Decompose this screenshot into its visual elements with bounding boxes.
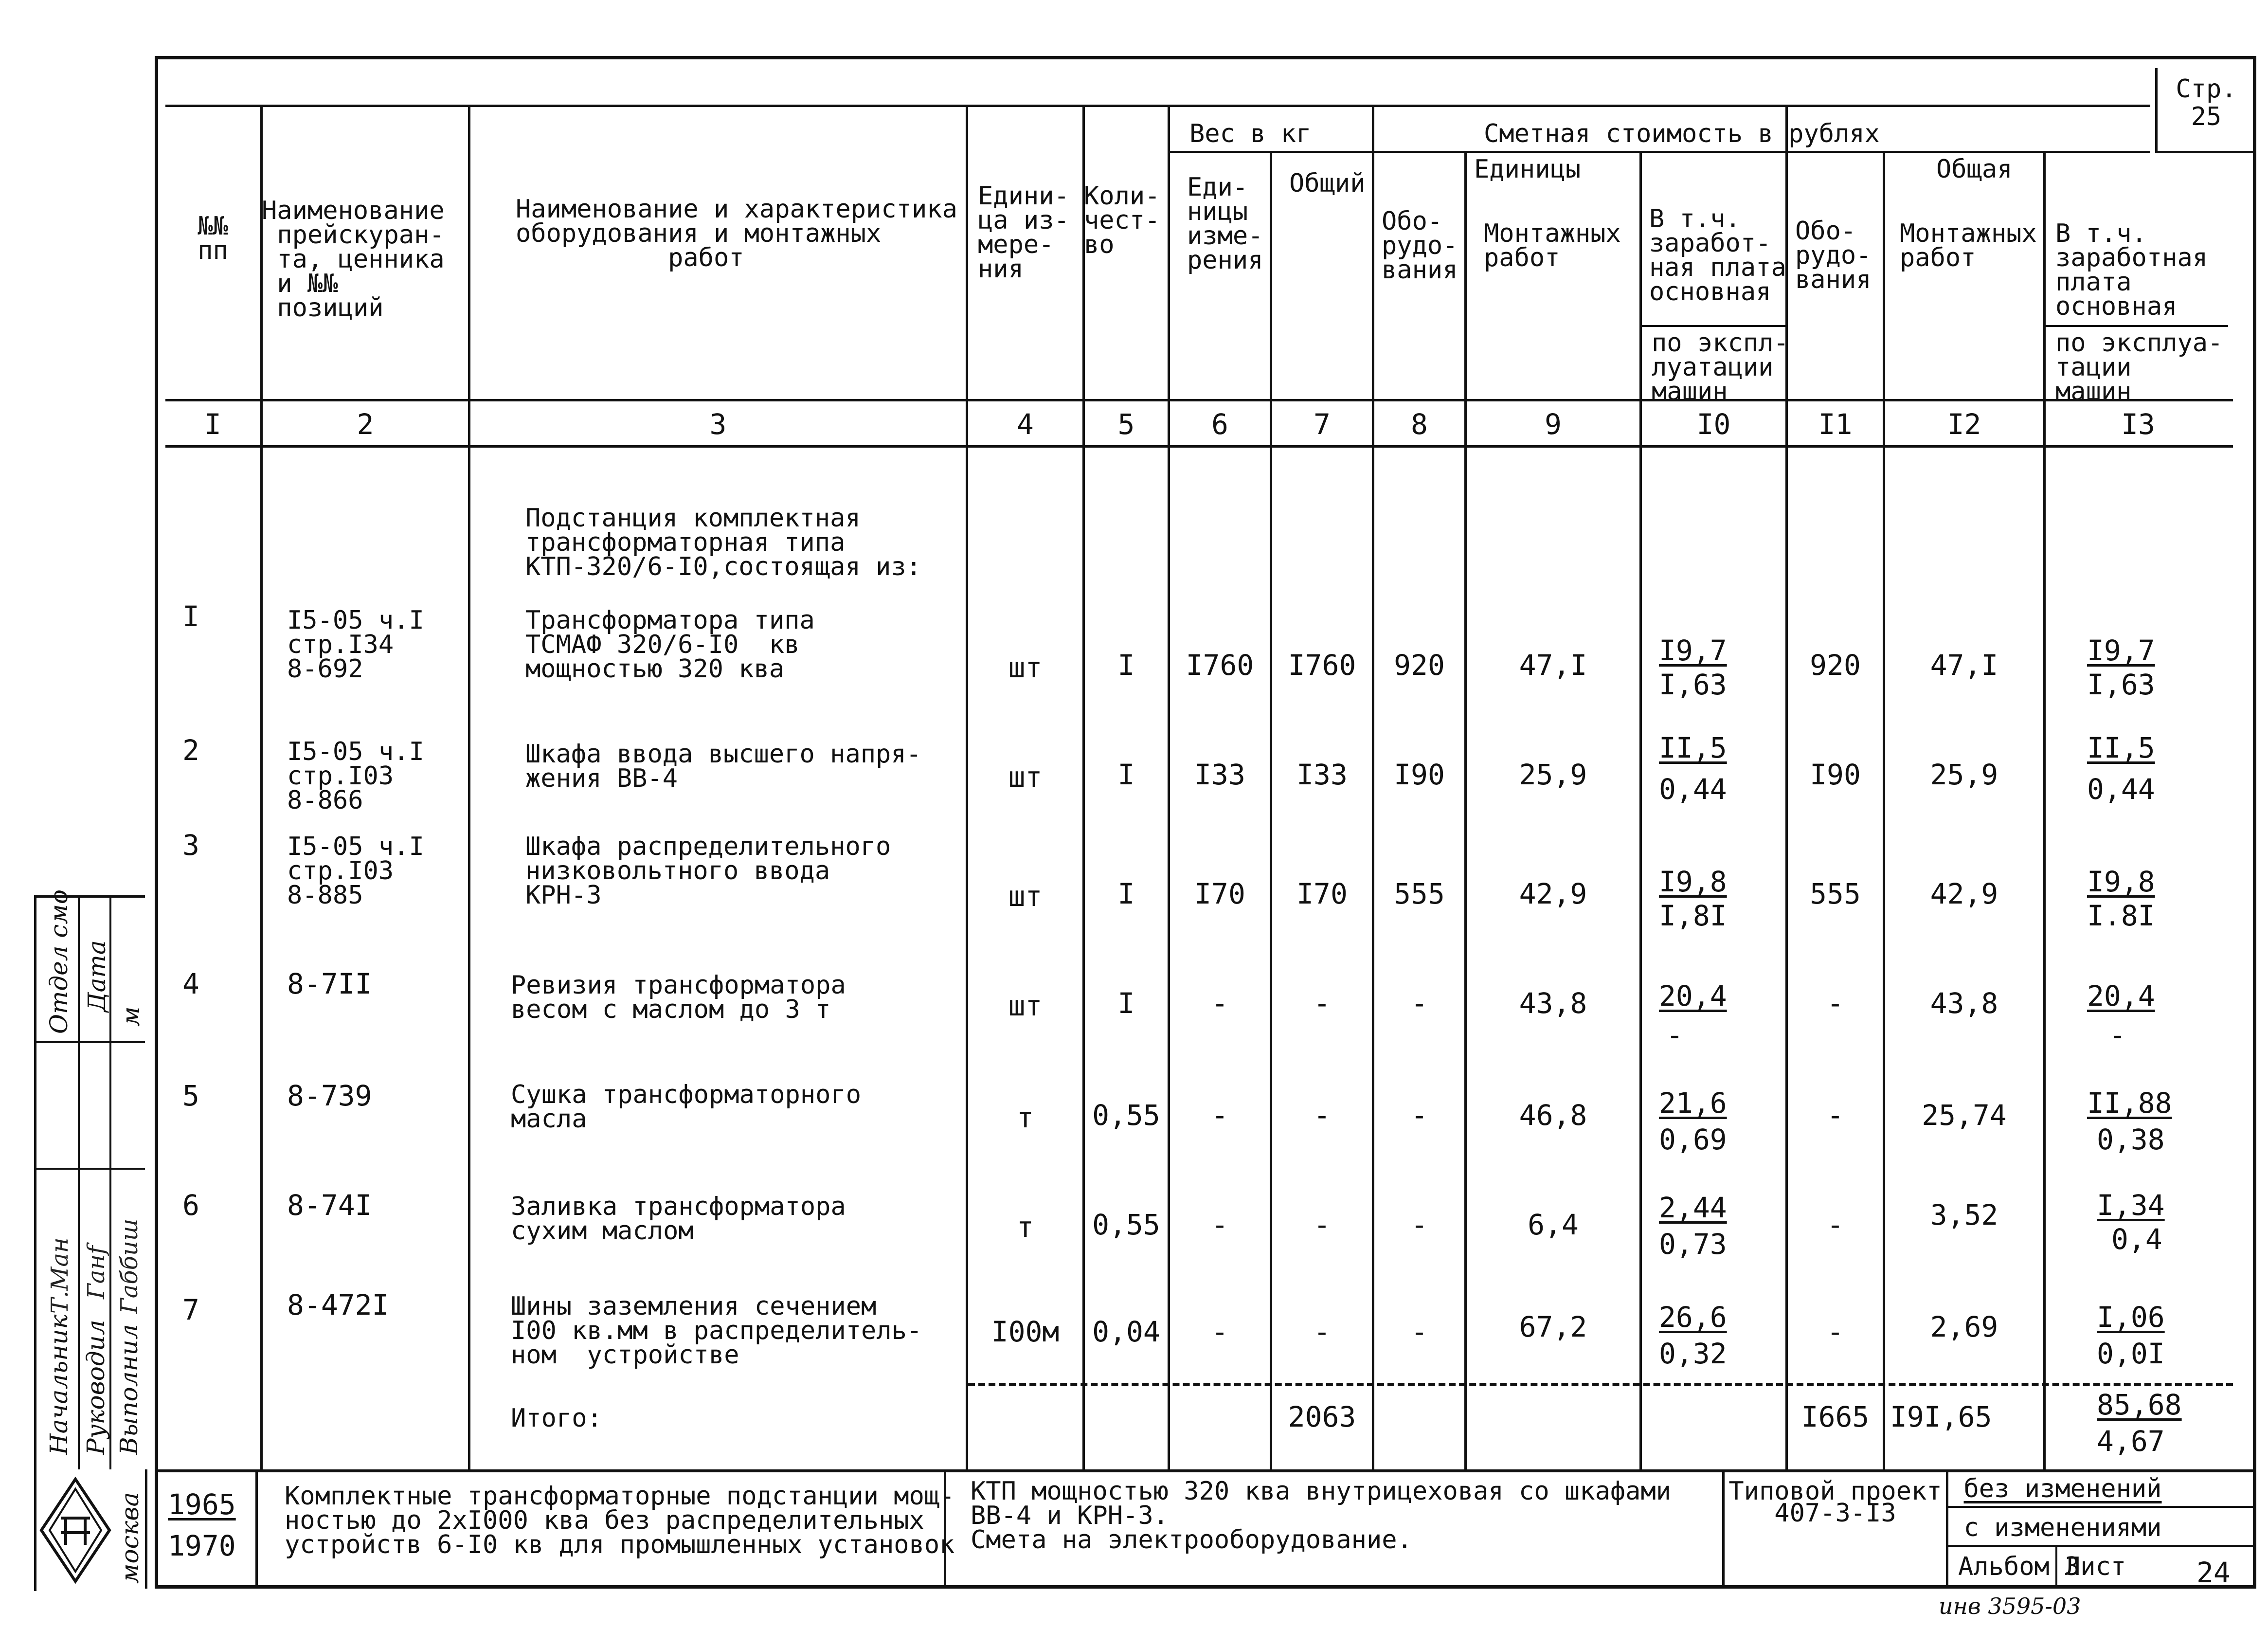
row7-name: Шины заземления сечением I00 кв.мм в распределитель- ном устройстве xyxy=(511,1292,922,1370)
row1-equip-total: 920 xyxy=(1810,649,1861,682)
row1-machines-total: I,63 xyxy=(2087,668,2155,701)
row6-unit: т xyxy=(1017,1211,1034,1244)
side-dept: Отдел смо xyxy=(45,889,73,1034)
footer-col-2 xyxy=(255,1469,258,1589)
footer-project-label: Типовой проект xyxy=(1728,1477,1942,1506)
header-no: №№ пп xyxy=(198,212,228,265)
row1-wage-total: I9,7 xyxy=(2087,634,2155,667)
row5-mount-unit: 46,8 xyxy=(1519,1099,1587,1132)
footer-sheet-number: 24 xyxy=(2196,1556,2231,1589)
row4-mount-unit: 43,8 xyxy=(1519,987,1587,1020)
row7-wage-total: I,06 xyxy=(2097,1301,2165,1334)
row3-unit: шт xyxy=(1008,880,1043,913)
row2-weight-total: I33 xyxy=(1296,758,1348,791)
col-number-1: I xyxy=(204,408,221,441)
col-line-11 xyxy=(1883,151,1885,1469)
row2-unit: шт xyxy=(1008,760,1043,794)
row6-wage-total: I,34 xyxy=(2097,1189,2165,1222)
row5-mount-total: 25,74 xyxy=(1922,1099,2007,1132)
row6-weight-total: - xyxy=(1314,1208,1331,1241)
row5-qty: 0,55 xyxy=(1092,1099,1160,1132)
row5-machines-total: 0,38 xyxy=(2097,1123,2165,1156)
row5-price: 8-739 xyxy=(287,1079,372,1112)
footer-sheet-label: Лист xyxy=(2065,1552,2126,1581)
row7-price: 8-472I xyxy=(287,1288,389,1321)
row4-weight-total: - xyxy=(1314,987,1331,1020)
footer-project-number: 407-3-I3 xyxy=(1774,1499,1896,1528)
total-label: Итого: xyxy=(511,1404,602,1433)
row1-number: I xyxy=(182,600,199,633)
row6-weight-unit: - xyxy=(1211,1208,1228,1241)
row2-weight-unit: I33 xyxy=(1194,758,1245,791)
row4-mount-total: 43,8 xyxy=(1930,987,1998,1020)
side-date: Дата xyxy=(83,940,111,1012)
row1-machines-unit: I,63 xyxy=(1659,668,1727,701)
row7-mount-total: 2,69 xyxy=(1930,1310,1998,1343)
col-number-13: I3 xyxy=(2121,408,2155,441)
row7-number: 7 xyxy=(182,1293,199,1326)
row1-mount-total: 47,I xyxy=(1930,649,1998,682)
row7-wage-unit: 26,6 xyxy=(1659,1301,1727,1334)
col-line-2 xyxy=(468,105,470,1469)
header-machines-2: по эксплуа- тации машин xyxy=(2055,328,2223,406)
side-executor: Выполнил xyxy=(115,1324,143,1455)
row4-price: 8-7II xyxy=(287,967,372,1000)
page-number: 25 xyxy=(2191,102,2222,131)
institute-logo-icon xyxy=(39,1477,112,1584)
header-top-line xyxy=(165,105,2150,107)
row2-wage-total: II,5 xyxy=(2087,731,2155,764)
row5-equip-total: - xyxy=(1827,1099,1844,1132)
signature-executor: Габбиш xyxy=(116,1218,143,1314)
row6-machines-total: 0,4 xyxy=(2111,1223,2162,1256)
row6-mount-unit: 6,4 xyxy=(1528,1208,1579,1241)
row3-qty: I xyxy=(1117,877,1135,910)
header-equip-1: Обо- рудо- вания xyxy=(1382,207,1458,285)
row4-machines-total: - xyxy=(2109,1018,2126,1051)
row3-machines-unit: I,8I xyxy=(1659,899,1727,932)
header-unit: Едини- ца из- мере- ния xyxy=(978,181,1069,284)
row3-weight-unit: I70 xyxy=(1194,877,1245,910)
row3-weight-total: I70 xyxy=(1296,877,1348,910)
side-chief: Начальник xyxy=(45,1314,73,1455)
side-block-row xyxy=(34,1041,145,1043)
row7-equip-total: - xyxy=(1827,1315,1844,1348)
row6-machines-unit: 0,73 xyxy=(1659,1228,1727,1261)
row6-equip-total: - xyxy=(1827,1208,1844,1241)
row6-number: 6 xyxy=(182,1189,199,1222)
page-label: Стр. xyxy=(2176,74,2237,104)
row7-weight-unit: - xyxy=(1211,1315,1228,1348)
col-line-12 xyxy=(2043,151,2046,1469)
row1-price: I5-05 ч.I стр.I34 8-692 xyxy=(287,606,424,684)
row7-unit: I00м xyxy=(991,1315,1060,1348)
row2-name: Шкафа ввода высшего напря- жения ВВ-4 xyxy=(525,740,921,793)
footer-album: Альбом 3 xyxy=(1958,1552,2080,1581)
footer-year-2: 1970 xyxy=(168,1529,236,1562)
col-number-11: I1 xyxy=(1818,408,1853,441)
col-number-9: 9 xyxy=(1545,408,1562,441)
col-number-6: 6 xyxy=(1211,408,1228,441)
wage-split-1 xyxy=(1639,325,1785,327)
row7-equip-unit: - xyxy=(1411,1315,1428,1348)
header-weight: Вес в кг xyxy=(1189,119,1312,148)
col-number-3: 3 xyxy=(709,408,727,441)
row1-equip-unit: 920 xyxy=(1394,649,1445,682)
row2-wage-unit: II,5 xyxy=(1659,731,1727,764)
row7-mount-unit: 67,2 xyxy=(1519,1310,1587,1343)
row6-name: Заливка трансформатора сухим маслом xyxy=(511,1192,846,1246)
row4-weight-unit: - xyxy=(1211,987,1228,1020)
col-number-8: 8 xyxy=(1411,408,1428,441)
row2-qty: I xyxy=(1117,758,1135,791)
inventory-number: инв 3595-03 xyxy=(1939,1593,2081,1619)
row2-equip-unit: I90 xyxy=(1394,758,1445,791)
row3-name: Шкафа распределительного низковольтного ввода КРН-3 xyxy=(525,832,891,910)
header-cost-total: Общая xyxy=(1936,155,2013,184)
header-pricelist: Наименование прейскуран- та, ценника и №№ позиций xyxy=(262,196,445,323)
header-equipment: Наименование и характеристика оборудования и монтажных работ xyxy=(516,195,957,272)
footer-row-2 xyxy=(1946,1545,2256,1547)
intro-text: Подстанция комплектная трансформаторная типа КТП-320/6-I0,состоящая из: xyxy=(525,504,921,581)
header-wage-2: В т.ч. заработная плата основная xyxy=(2055,219,2208,321)
footer-year-1: 1965 xyxy=(168,1488,236,1521)
row2-mount-unit: 25,9 xyxy=(1519,758,1587,791)
footer-description: КТП мощностью 320 ква внутрицеховая со шкафами ВВ-4 и КРН-3. Смета на электрооборудование. xyxy=(971,1477,1672,1555)
row7-weight-total: - xyxy=(1314,1315,1331,1348)
header-cost-unit: Единицы xyxy=(1474,155,1581,184)
row4-equip-total: - xyxy=(1827,987,1844,1020)
row5-machines-unit: 0,69 xyxy=(1659,1123,1727,1156)
row7-machines-total: 0,0I xyxy=(2097,1337,2165,1370)
row6-qty: 0,55 xyxy=(1092,1208,1160,1241)
colnum-top-line xyxy=(165,399,2233,401)
row5-weight-unit: - xyxy=(1211,1099,1228,1132)
row5-wage-unit: 21,6 xyxy=(1659,1086,1727,1120)
row6-wage-unit: 2,44 xyxy=(1659,1191,1727,1224)
footer-no-changes: без изменений xyxy=(1963,1474,2162,1503)
signature-chief: Т.Ман xyxy=(46,1237,73,1314)
side-block-col-1 xyxy=(78,895,80,1469)
signature-manager: Ганf xyxy=(83,1246,110,1299)
side-block-row-2 xyxy=(34,1168,145,1170)
header-mount-1: Монтажных работ xyxy=(1484,219,1621,272)
row3-equip-total: 555 xyxy=(1810,877,1861,910)
header-machines-1: по экспл- луатации машин xyxy=(1652,328,1789,406)
row4-unit: шт xyxy=(1008,989,1043,1022)
row3-mount-unit: 42,9 xyxy=(1519,877,1587,910)
header-mount-2: Монтажных работ xyxy=(1900,219,2037,272)
header-cost: Сметная стоимость в рублях xyxy=(1484,119,1880,148)
row1-weight-unit: I760 xyxy=(1186,649,1254,682)
row1-qty: I xyxy=(1117,649,1135,682)
header-qty: Коли- чест- во xyxy=(1084,181,1160,259)
row2-machines-total: 0,44 xyxy=(2087,773,2155,806)
total-equip: I665 xyxy=(1801,1400,1870,1433)
total-machines: 4,67 xyxy=(2097,1425,2165,1458)
row6-equip-unit: - xyxy=(1411,1208,1428,1241)
row1-mount-unit: 47,I xyxy=(1519,649,1587,682)
row4-qty: I xyxy=(1117,987,1135,1020)
row3-price: I5-05 ч.I стр.I03 8-885 xyxy=(287,832,424,910)
row7-machines-unit: 0,32 xyxy=(1659,1337,1727,1370)
row2-equip-total: I90 xyxy=(1810,758,1861,791)
row3-machines-total: I.8I xyxy=(2087,899,2155,932)
row4-number: 4 xyxy=(182,967,199,1000)
total-wage: 85,68 xyxy=(2097,1388,2182,1421)
side-city: москва xyxy=(116,1492,144,1584)
col-number-7: 7 xyxy=(1314,408,1331,441)
row3-equip-unit: 555 xyxy=(1394,877,1445,910)
col-number-2: 2 xyxy=(357,408,374,441)
row2-machines-unit: 0,44 xyxy=(1659,773,1727,806)
row4-equip-unit: - xyxy=(1411,987,1428,1020)
footer-top-line xyxy=(155,1469,2256,1472)
col-number-12: I2 xyxy=(1947,408,1981,441)
row5-unit: т xyxy=(1017,1101,1034,1134)
row2-price: I5-05 ч.I стр.I03 8-866 xyxy=(287,737,424,815)
header-equip-2: Обо- рудо- вания xyxy=(1795,217,1872,294)
row1-weight-total: I760 xyxy=(1288,649,1356,682)
col-line-8 xyxy=(1464,151,1467,1469)
row4-wage-unit: 20,4 xyxy=(1659,979,1727,1013)
col-number-4: 4 xyxy=(1017,408,1034,441)
row3-number: 3 xyxy=(182,829,199,862)
row5-wage-total: II,88 xyxy=(2087,1086,2172,1120)
wage-split-2 xyxy=(2043,325,2228,327)
row6-mount-total: 3,52 xyxy=(1930,1198,1998,1231)
header-wage-1: В т.ч. заработ- ная плата основная xyxy=(1649,204,1786,307)
row3-wage-unit: I9,8 xyxy=(1659,865,1727,898)
footer-with-changes: с изменениями xyxy=(1963,1513,2162,1542)
side-m: м xyxy=(117,1006,145,1027)
footer-row-1 xyxy=(1946,1506,2256,1508)
footer-title: Комплектные трансформаторные подстанции мощ- ностью до 2хI000 ква без распределительных устройств 6-I0 кв для промышленных установок xyxy=(285,1482,955,1559)
row3-mount-total: 42,9 xyxy=(1930,877,1998,910)
row3-wage-total: I9,8 xyxy=(2087,865,2155,898)
side-manager: Руководил xyxy=(82,1320,110,1455)
row5-number: 5 xyxy=(182,1079,199,1112)
cost-sub-line xyxy=(1372,151,2150,153)
header-weight-unit: Еди- ницы изме- рения xyxy=(1187,173,1263,275)
row5-equip-unit: - xyxy=(1411,1099,1428,1132)
row1-name: Трансформатора типа ТСМАФ 320/6-I0 кв мощностью 320 ква xyxy=(525,606,815,684)
footer-col-1 xyxy=(145,1469,147,1589)
row1-unit: шт xyxy=(1008,651,1043,684)
row4-machines-unit: - xyxy=(1666,1018,1683,1051)
col-line-6 xyxy=(1270,151,1272,1469)
side-block-left xyxy=(34,895,36,1591)
total-weight: 2063 xyxy=(1288,1400,1356,1433)
col-line-9 xyxy=(1639,151,1642,1469)
row1-wage-unit: I9,7 xyxy=(1659,634,1727,667)
row7-qty: 0,04 xyxy=(1092,1315,1160,1348)
col-number-5: 5 xyxy=(1117,408,1135,441)
col-number-10: I0 xyxy=(1696,408,1731,441)
colnum-bottom-line xyxy=(165,445,2233,448)
row6-price: 8-74I xyxy=(287,1189,372,1222)
row5-weight-total: - xyxy=(1314,1099,1331,1132)
row4-name: Ревизия трансформатора весом с маслом до 3 т xyxy=(511,971,846,1024)
header-weight-total: Общий xyxy=(1289,169,1366,198)
row4-wage-total: 20,4 xyxy=(2087,979,2155,1013)
total-mount: I9I,65 xyxy=(1890,1400,1992,1433)
row2-mount-total: 25,9 xyxy=(1930,758,1998,791)
row5-name: Сушка трансформаторного масла xyxy=(511,1080,862,1134)
page-box-bottom xyxy=(2155,151,2256,153)
row2-number: 2 xyxy=(182,734,199,767)
